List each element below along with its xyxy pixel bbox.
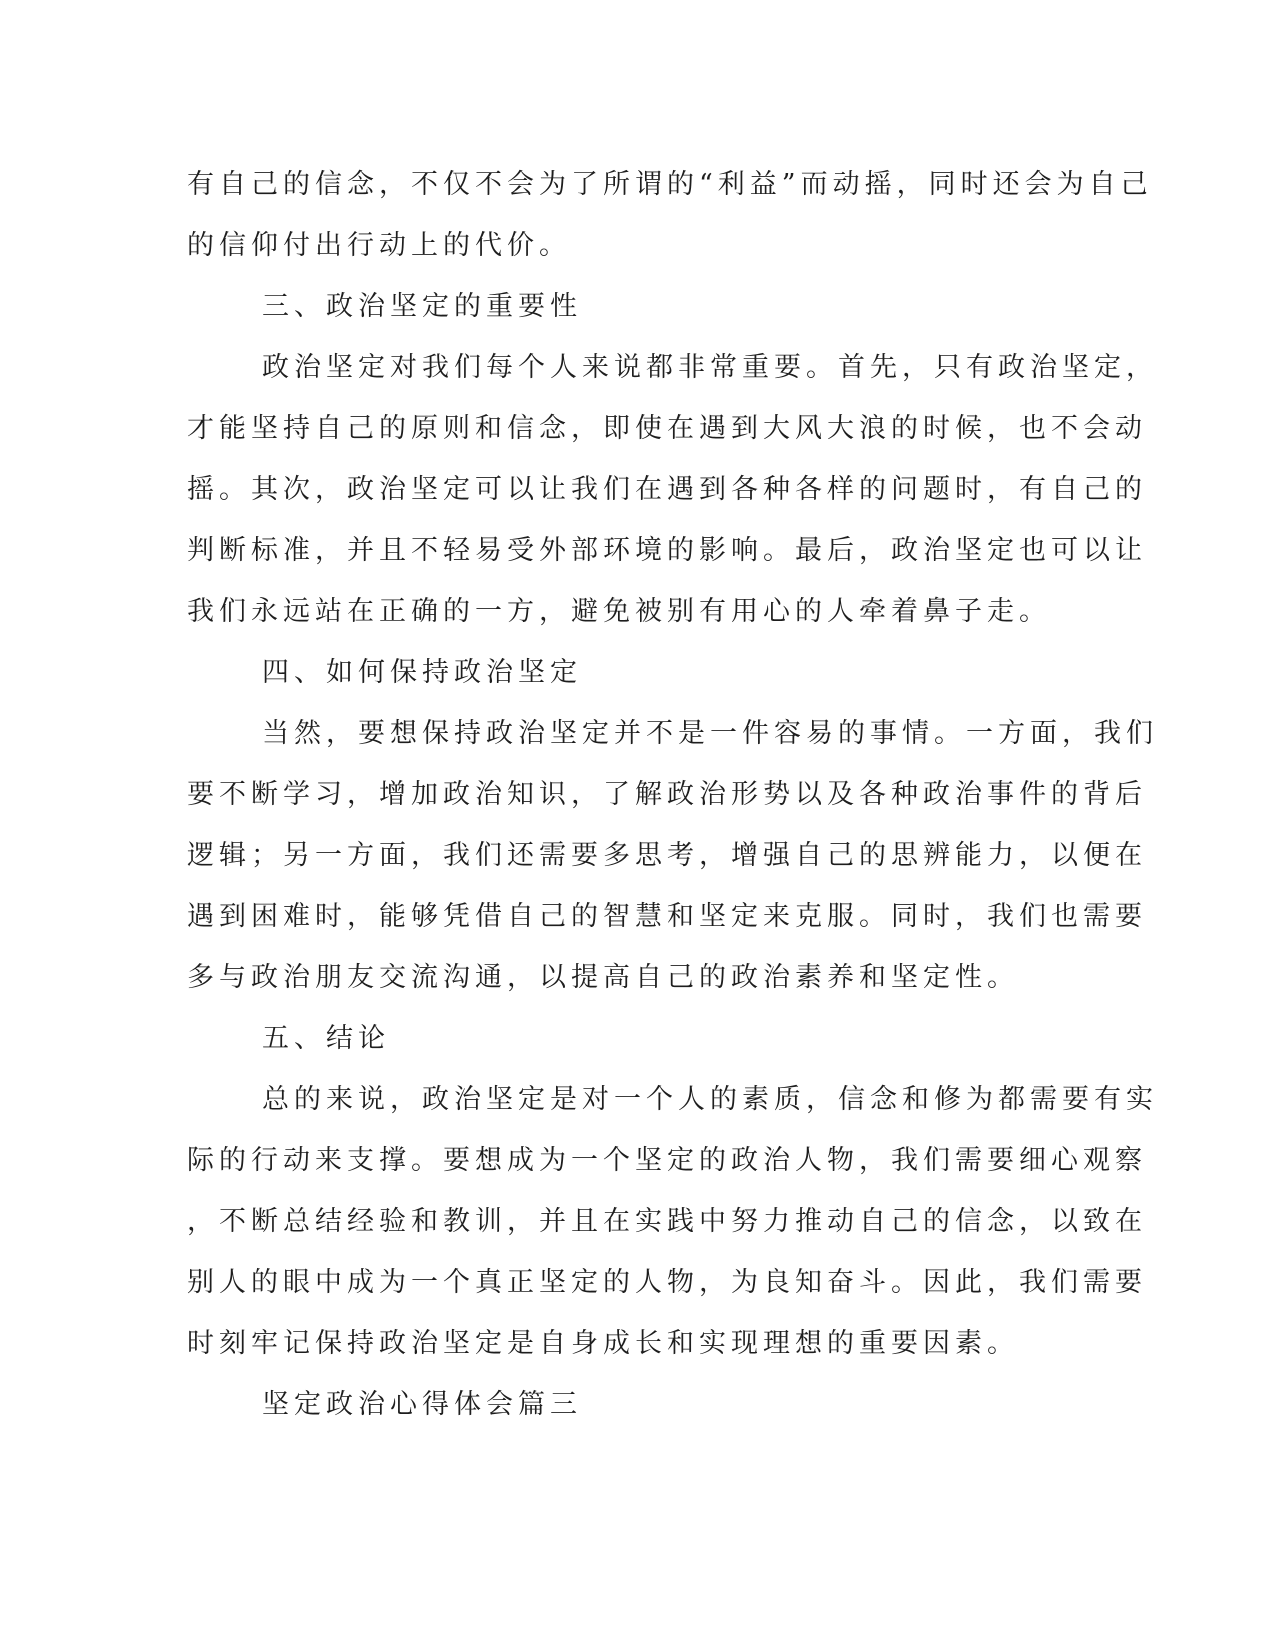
body-line: 总的来说，政治坚定是对一个人的素质，信念和修为都需要有实: [262, 1084, 1158, 1115]
body-line: 多与政治朋友交流沟通，以提高自己的政治素养和坚定性。: [187, 962, 1019, 993]
section-heading-4: 四、如何保持政治坚定: [262, 657, 582, 688]
body-line: 的信仰付出行动上的代价。: [187, 230, 571, 261]
body-line: 逻辑；另一方面，我们还需要多思考，增强自己的思辨能力，以便在: [187, 840, 1147, 871]
body-line: 我们永远站在正确的一方，避免被别有用心的人牵着鼻子走。: [187, 596, 1051, 627]
document-body: [187, 154, 1158, 1435]
body-line: 要不断学习，增加政治知识，了解政治形势以及各种政治事件的背后: [187, 779, 1147, 810]
body-line: 才能坚持自己的原则和信念，即使在遇到大风大浪的时候，也不会动: [187, 413, 1147, 444]
body-line: 摇。其次，政治坚定可以让我们在遇到各种各样的问题时，有自己的: [187, 474, 1147, 505]
body-line: 判断标准，并且不轻易受外部环境的影响。最后，政治坚定也可以让: [187, 535, 1147, 566]
body-line: 政治坚定对我们每个人来说都非常重要。首先，只有政治坚定，: [262, 352, 1158, 383]
body-line: 有自己的信念，不仅不会为了所谓的“利益”而动摇，同时还会为自己: [187, 169, 1153, 200]
body-line: 际的行动来支撑。要想成为一个坚定的政治人物，我们需要细心观察: [187, 1145, 1147, 1176]
body-line: 别人的眼中成为一个真正坚定的人物，为良知奋斗。因此，我们需要: [187, 1267, 1147, 1298]
section-heading-3: 三、政治坚定的重要性: [262, 291, 582, 322]
section-heading-5: 五、结论: [262, 1023, 390, 1054]
body-line: 遇到困难时，能够凭借自己的智慧和坚定来克服。同时，我们也需要: [187, 901, 1147, 932]
chapter-title: 坚定政治心得体会篇三: [262, 1389, 582, 1420]
body-line: 当然，要想保持政治坚定并不是一件容易的事情。一方面，我们: [262, 718, 1158, 749]
body-line: 时刻牢记保持政治坚定是自身成长和实现理想的重要因素。: [187, 1328, 1019, 1359]
body-line: ，不断总结经验和教训，并且在实践中努力推动自己的信念，以致在: [187, 1206, 1147, 1237]
